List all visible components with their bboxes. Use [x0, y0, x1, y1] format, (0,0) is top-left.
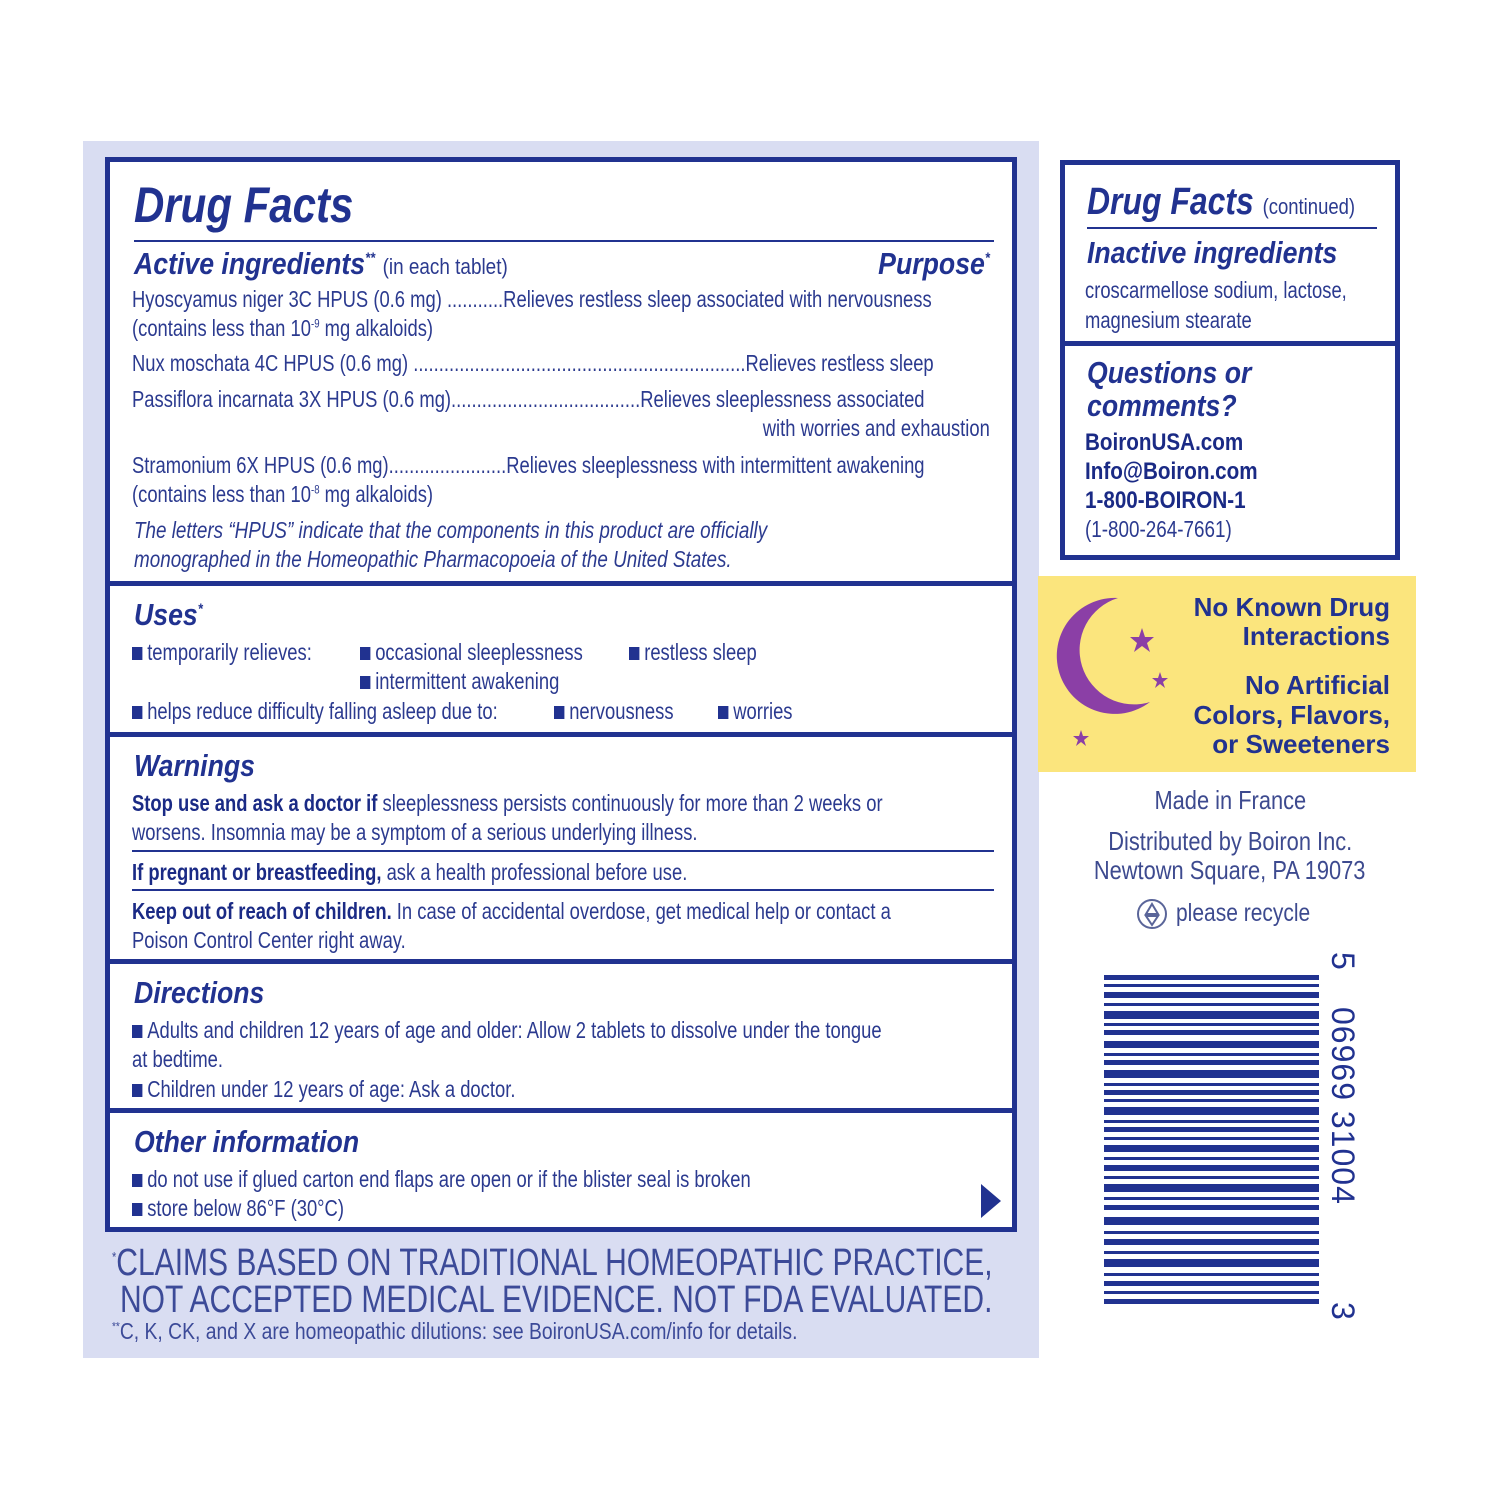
ingredient-stramonium: Stramonium 6X HPUS (0.6 mg).......................Relieves sleeplessness with intermittent awakening — [132, 452, 925, 478]
ingredient-stramonium-alkaloids: (contains less than $10^{-8}$ mg alkaloids) — [132, 481, 434, 507]
warnings-stop-use-line1: Stop use and ask a doctor if sleeplessness persists continuously for more than 2 weeks or — [132, 790, 883, 816]
directions-children: Children under 12 years of age: Ask a doctor. — [132, 1078, 611, 1101]
section-divider — [110, 581, 1012, 586]
barcode-digits — [1323, 952, 1359, 1330]
bullet-square — [132, 647, 142, 660]
badge-no-artificial-line1: No Artificial — [1245, 670, 1390, 700]
side-title: Drug Facts (continued) — [1087, 181, 1356, 223]
uses-intermittent: intermittent awakening — [360, 670, 609, 693]
title-rule — [134, 240, 994, 242]
barcode-bars — [1104, 975, 1319, 1305]
ingredient-nux-moschata: Nux moschata 4C HPUS (0.6 mg) .................................................................Relieves restless sleep — [132, 350, 934, 376]
claim-line1: *CLAIMS BASED ON TRADITIONAL HOMEOPATHIC PRACTICE, — [112, 1242, 993, 1284]
claim-line2: NOT ACCEPTED MEDICAL EVIDENCE. NOT FDA EVALUATED. — [120, 1279, 993, 1321]
ingredient-hyoscyamus: Hyoscyamus niger 3C HPUS (0.6 mg) ...........Relieves restless sleep associated with nervousness — [132, 286, 932, 312]
ingredient-passiflora: Passiflora incarnata 3X HPUS (0.6 mg).....................................Relieves sleeplessness associated — [132, 386, 925, 412]
email-link[interactable]: Info@Boiron.com — [1085, 458, 1258, 485]
moon-stars-icon — [1052, 590, 1182, 760]
bullet-square — [629, 647, 639, 660]
barcode-digit-first: 3 — [1325, 1302, 1361, 1320]
section-divider — [110, 732, 1012, 737]
section-divider — [110, 959, 1012, 964]
badge-no-artificial-line2: Colors, Flavors, — [1193, 700, 1390, 730]
phone-text: 1-800-BOIRON-1 — [1085, 487, 1246, 514]
hpus-note-line2: monographed in the Homeopathic Pharmacopoeia of the United States. — [134, 546, 732, 572]
uses-helps: helps reduce difficulty falling asleep due to: — [132, 700, 589, 723]
directions-adults-line2: at bedtime. — [132, 1046, 224, 1072]
warnings-keep-out-line2: Poison Control Center right away. — [132, 927, 406, 953]
uses-restless: restless sleep — [629, 641, 789, 664]
made-in-france: Made in France — [1154, 785, 1306, 815]
active-ingredients-heading: Active ingredients** (in each tablet) — [134, 246, 508, 281]
ingredient-passiflora-purpose: with worries and exhaustion — [762, 415, 990, 441]
barcode — [1104, 975, 1319, 1305]
other-info-heading: Other information — [134, 1124, 360, 1159]
drug-facts-panel — [105, 157, 1017, 1232]
claims-badge — [1038, 576, 1416, 772]
directions-adults-line1: Adults and children 12 years of age and older: Allow 2 tablets to dissolve under the tongue — [132, 1019, 1069, 1042]
bullet-square — [132, 1174, 142, 1187]
questions-heading-line1: Questions or — [1087, 355, 1252, 390]
ingredient-hyoscyamus-alkaloids: (contains less than $10^{-9}$ mg alkaloids) — [132, 315, 434, 341]
questions-heading-line2: comments? — [1087, 388, 1237, 423]
drug-facts-continued-panel — [1060, 160, 1400, 560]
bullet-square — [360, 647, 370, 660]
phone-number: (1-800-264-7661) — [1085, 516, 1232, 542]
bullet-square — [132, 706, 142, 719]
side-title-rule — [1087, 227, 1377, 229]
uses-temporarily: temporarily relieves: — [132, 641, 357, 664]
uses-nervousness: nervousness — [554, 700, 703, 723]
inactive-heading: Inactive ingredients — [1087, 235, 1338, 270]
badge-no-interactions-line1: No Known Drug — [1193, 592, 1390, 622]
dilution-footnote: **C, K, CK, and X are homeopathic dilutions: see BoironUSA.com/info for details. — [112, 1318, 798, 1344]
uses-occasional: occasional sleeplessness — [360, 641, 639, 664]
inactive-line2: magnesium stearate — [1085, 307, 1252, 333]
recycle-icon — [1136, 898, 1168, 930]
bullet-square — [132, 1025, 142, 1038]
badge-no-interactions-line2: Interactions — [1242, 621, 1390, 651]
uses-heading: Uses* — [134, 597, 203, 632]
bullet-square — [718, 706, 728, 719]
distributed-line1: Distributed by Boiron Inc. — [1108, 826, 1352, 856]
warnings-heading: Warnings — [134, 748, 255, 783]
purpose-heading: Purpose* — [878, 246, 990, 281]
barcode-digit-last: 5 — [1325, 952, 1361, 970]
warnings-keep-out-line1: Keep out of reach of children. In case of accidental overdose, get medical help or contact a — [132, 898, 891, 924]
warnings-pregnant: If pregnant or breastfeeding, ask a health professional before use. — [132, 859, 688, 885]
please-recycle: please recycle — [1176, 899, 1311, 927]
bullet-square — [554, 706, 564, 719]
bullet-square — [360, 676, 370, 689]
distributed-line2: Newtown Square, PA 19073 — [1094, 855, 1366, 885]
continue-arrow-icon — [979, 1182, 1003, 1220]
badge-no-artificial-line3: or Sweeteners — [1212, 729, 1390, 759]
warnings-stop-use-line2: worsens. Insomnia may be a symptom of a serious underlying illness. — [132, 819, 698, 845]
uses-worries: worries — [718, 700, 811, 723]
inactive-line1: croscarmellose sodium, lactose, — [1085, 277, 1347, 303]
warnings-rule — [132, 889, 994, 891]
barcode-digits-middle: 06969 31004 — [1325, 1007, 1361, 1205]
bullet-square — [132, 1084, 142, 1097]
side-divider — [1065, 341, 1395, 346]
section-divider — [110, 1108, 1012, 1113]
hpus-note-line1: The letters “HPUS” indicate that the components in this product are officially — [134, 517, 768, 543]
other-info-item2: store below 86°F (30°C) — [132, 1197, 397, 1220]
directions-heading: Directions — [134, 975, 265, 1010]
drug-facts-title: Drug Facts — [134, 177, 354, 233]
bullet-square — [132, 1203, 142, 1216]
website-link[interactable]: BoironUSA.com — [1085, 429, 1244, 456]
other-info-item1: do not use if glued carton end flaps are open or if the blister seal is broken — [132, 1168, 905, 1191]
warnings-rule — [132, 850, 994, 852]
